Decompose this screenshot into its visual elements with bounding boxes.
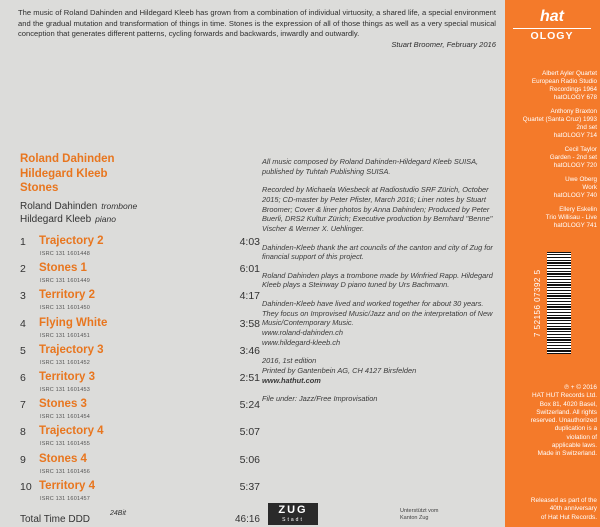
total-time-value: 46:16: [234, 514, 260, 525]
composer-credit: All music composed by Roland Dahinden-Hildegard Kleeb SUISA, published by Tuhtah Publishing SUISA.: [262, 157, 479, 176]
rights-line: Made in Switzerland.: [537, 450, 597, 458]
track-row: [20, 454, 260, 481]
rights-line: violation of: [566, 433, 597, 441]
track-isrc: ISRC 131 1601450: [40, 305, 90, 312]
disc-line: Recordings 1964: [549, 86, 597, 93]
track-title: Stones 4: [39, 452, 87, 465]
disc-line: Anthony Braxton: [550, 108, 597, 115]
performer: [20, 213, 137, 226]
liner-notes: [18, 8, 496, 50]
logo-ology-text: OLOGY: [513, 28, 591, 43]
rights-line: Box 81, 4020 Basel,: [539, 400, 597, 408]
liner-notes-signature: Stuart Broomer, February 2016: [391, 39, 496, 49]
recording-credit: Recorded by Michaela Wiesbeck at Radiostudio SRF Zürich, October 2015; CD-master by Peter Pfister, March 2016; Liner notes by Stuart Broomer; Cover & liner photos by Anna Dahinden; Produced by Peter Buerli, DRS2 Kultur Zürich; Executive production by Bernhard "Benne" Vischer & Werner X. Uehlinger.: [262, 185, 493, 234]
track-time: 6:01: [239, 263, 260, 276]
performer: [20, 200, 137, 213]
rights-line: applicable laws.: [551, 442, 597, 450]
artist-website-link[interactable]: www.hildegard-kleeb.ch: [262, 337, 341, 347]
track-isrc: ISRC 131 1601452: [40, 359, 90, 366]
disc-line: hatOLOGY 741: [553, 222, 597, 229]
track-time: 5:24: [239, 399, 260, 412]
album-title-block: [20, 152, 115, 196]
sponsor-note: [400, 508, 439, 522]
track-time: 2:51: [239, 371, 260, 384]
printer-text: Printed by Gantenbein AG, CH 4127 Birsfelden: [262, 366, 417, 376]
rights-line: Switzerland. All rights: [536, 408, 597, 416]
release-line: of Hat Hut Records.: [540, 513, 597, 521]
hatology-logo: [513, 6, 591, 48]
discography-entry: [509, 70, 597, 102]
zug-logo-subtext: Stadt: [282, 517, 304, 523]
track-title: Trajectory 4: [39, 425, 104, 438]
album-title: Stones: [20, 182, 59, 194]
track-time: 3:46: [239, 344, 260, 357]
disc-line: Uwe Oberg: [565, 176, 597, 183]
artist-2: Hildegard Kleeb: [20, 167, 108, 180]
total-time-label: Total Time DDD: [20, 514, 91, 525]
disc-line: Quartet (Santa Cruz) 1993: [522, 116, 597, 123]
track-title: Trajectory 2: [39, 235, 104, 247]
track-number: 8: [20, 426, 26, 439]
track-time: 4:03: [239, 236, 260, 248]
disc-line: Cecil Taylor: [564, 146, 597, 153]
track-number: 10: [20, 480, 32, 493]
bio-paragraph: Dahinden-Kleeb have lived and worked together for about 30 years. They focus on Improvised Music/Jazz and on the interpretation of New Music/Contemporary Music.: [262, 298, 493, 328]
track-isrc: ISRC 131 1601457: [40, 495, 90, 502]
track-number: 2: [20, 263, 26, 276]
disc-line: hatOLOGY 720: [553, 162, 597, 169]
track-isrc: ISRC 131 1601448: [40, 251, 90, 257]
discography-entry: [509, 146, 597, 170]
total-time-row: [20, 510, 260, 525]
zug-logo-text: ZUG: [278, 504, 308, 516]
disc-line: Work: [582, 184, 597, 191]
artist-website-link[interactable]: www.roland-dahinden.ch: [262, 328, 343, 338]
genre-classification: File under: Jazz/Free Improvisation: [262, 394, 378, 404]
track-isrc: ISRC 131 1601453: [40, 386, 90, 393]
track-row: [20, 426, 260, 453]
disc-line: Ellery Eskelin: [559, 206, 597, 213]
disc-line: European Radio Studio: [531, 78, 597, 85]
track-time: 5:37: [239, 480, 260, 493]
track-isrc: ISRC 131 1601455: [40, 441, 90, 448]
zug-city-logo: [268, 503, 318, 525]
track-isrc: ISRC 131 1601454: [40, 414, 90, 421]
thanks-credit: Dahinden-Kleeb thank the art councils of the canton and city of Zug for financial support of this project.: [262, 242, 493, 262]
track-number: 7: [20, 399, 26, 412]
sponsor-line: Unterstützt vom: [400, 508, 439, 514]
track-title: Territory 2: [39, 289, 96, 302]
credits-block: [262, 157, 498, 412]
track-row: [20, 345, 260, 372]
barcode: [533, 252, 573, 354]
discography-list: [509, 70, 597, 236]
anniversary-note: [509, 497, 597, 522]
sponsor-line: Kanton Zug: [400, 515, 429, 521]
bio-text: [262, 299, 498, 348]
disc-line: 2nd set: [576, 124, 597, 131]
disc-line: hatOLOGY 714: [553, 132, 597, 139]
track-title: Territory 3: [39, 370, 96, 383]
rights-line: reserved. Unauthorized: [530, 417, 597, 425]
copyright-notice: [509, 384, 597, 459]
disc-line: Garden - 2nd set: [549, 154, 597, 161]
track-title: Stones 1: [39, 262, 87, 275]
rights-line: duplication is a: [554, 425, 597, 433]
discography-entry: [509, 206, 597, 230]
disc-line: hatOLOGY 740: [553, 192, 597, 199]
artist-1: Roland Dahinden: [20, 153, 115, 165]
track-number: 4: [20, 317, 26, 330]
performer-name: Hildegard Kleeb: [20, 214, 92, 225]
barcode-bars: [547, 252, 571, 354]
track-row: [20, 263, 260, 290]
performer-instrument: trombone: [101, 201, 138, 211]
track-title: Flying White: [39, 316, 108, 329]
release-line: 40th anniversary: [549, 505, 597, 513]
track-time: 3:58: [239, 317, 260, 330]
disc-line: Albert Ayler Quartet: [542, 70, 597, 77]
track-title: Stones 3: [39, 398, 87, 411]
logo-hat-text: hat: [540, 8, 564, 25]
track-isrc: ISRC 131 1601449: [40, 278, 90, 285]
track-time: 5:07: [239, 426, 260, 439]
performer-name: Roland Dahinden: [20, 201, 98, 212]
spine-side-panel: [505, 0, 600, 527]
track-row: [20, 290, 260, 317]
track-list: [20, 236, 260, 508]
liner-notes-text: The music of Roland Dahinden and Hildegard Kleeb has grown from a combination of individual virtuosity, a shared life, a special environment and the gradual mutation and transformation of things in time. Stones is the expression of all of those things as well as a very special musical conception that generates different patterns, cycling forwards and backwards, inwardly and outwardly.: [18, 8, 496, 39]
disc-line: hatOLOGY 678: [553, 94, 597, 101]
track-row: [20, 399, 260, 426]
track-number: 3: [20, 290, 26, 303]
track-number: 5: [20, 344, 26, 357]
track-row: [20, 481, 260, 508]
release-line: Released as part of the: [530, 497, 597, 504]
track-number: 1: [20, 236, 26, 248]
track-title: Trajectory 3: [39, 343, 104, 356]
track-isrc: ISRC 131 1601451: [40, 332, 90, 339]
track-isrc: ISRC 131 1601456: [40, 468, 90, 475]
barcode-digits: 7 52156 07392 5: [533, 269, 542, 337]
performers-list: [20, 200, 137, 226]
label-website-link[interactable]: www.hathut.com: [262, 375, 321, 385]
track-title: Territory 4: [39, 479, 96, 492]
discography-entry: [509, 108, 597, 140]
disc-line: Trio Willisau - Live: [545, 214, 597, 221]
bit-depth-badge: 24Bit: [110, 510, 126, 517]
edition-text: 2016, 1st edition: [262, 356, 317, 366]
track-row: [20, 372, 260, 399]
rights-line: ℗ + © 2016: [564, 384, 597, 391]
track-time: 5:06: [239, 453, 260, 466]
track-row: [20, 318, 260, 345]
track-number: 6: [20, 371, 26, 384]
track-time: 4:17: [239, 290, 260, 303]
performer-instrument: piano: [95, 214, 116, 224]
track-number: 9: [20, 453, 26, 466]
track-row: [20, 236, 260, 263]
edition-info: [262, 356, 498, 385]
rights-line: HAT HUT Records Ltd.: [532, 392, 597, 400]
discography-entry: [509, 176, 597, 200]
instrument-credit: Roland Dahinden plays a trombone made by Winfried Rapp. Hildegard Kleeb plays a Steinway D piano tuned by Urs Bachmann.: [262, 270, 493, 290]
